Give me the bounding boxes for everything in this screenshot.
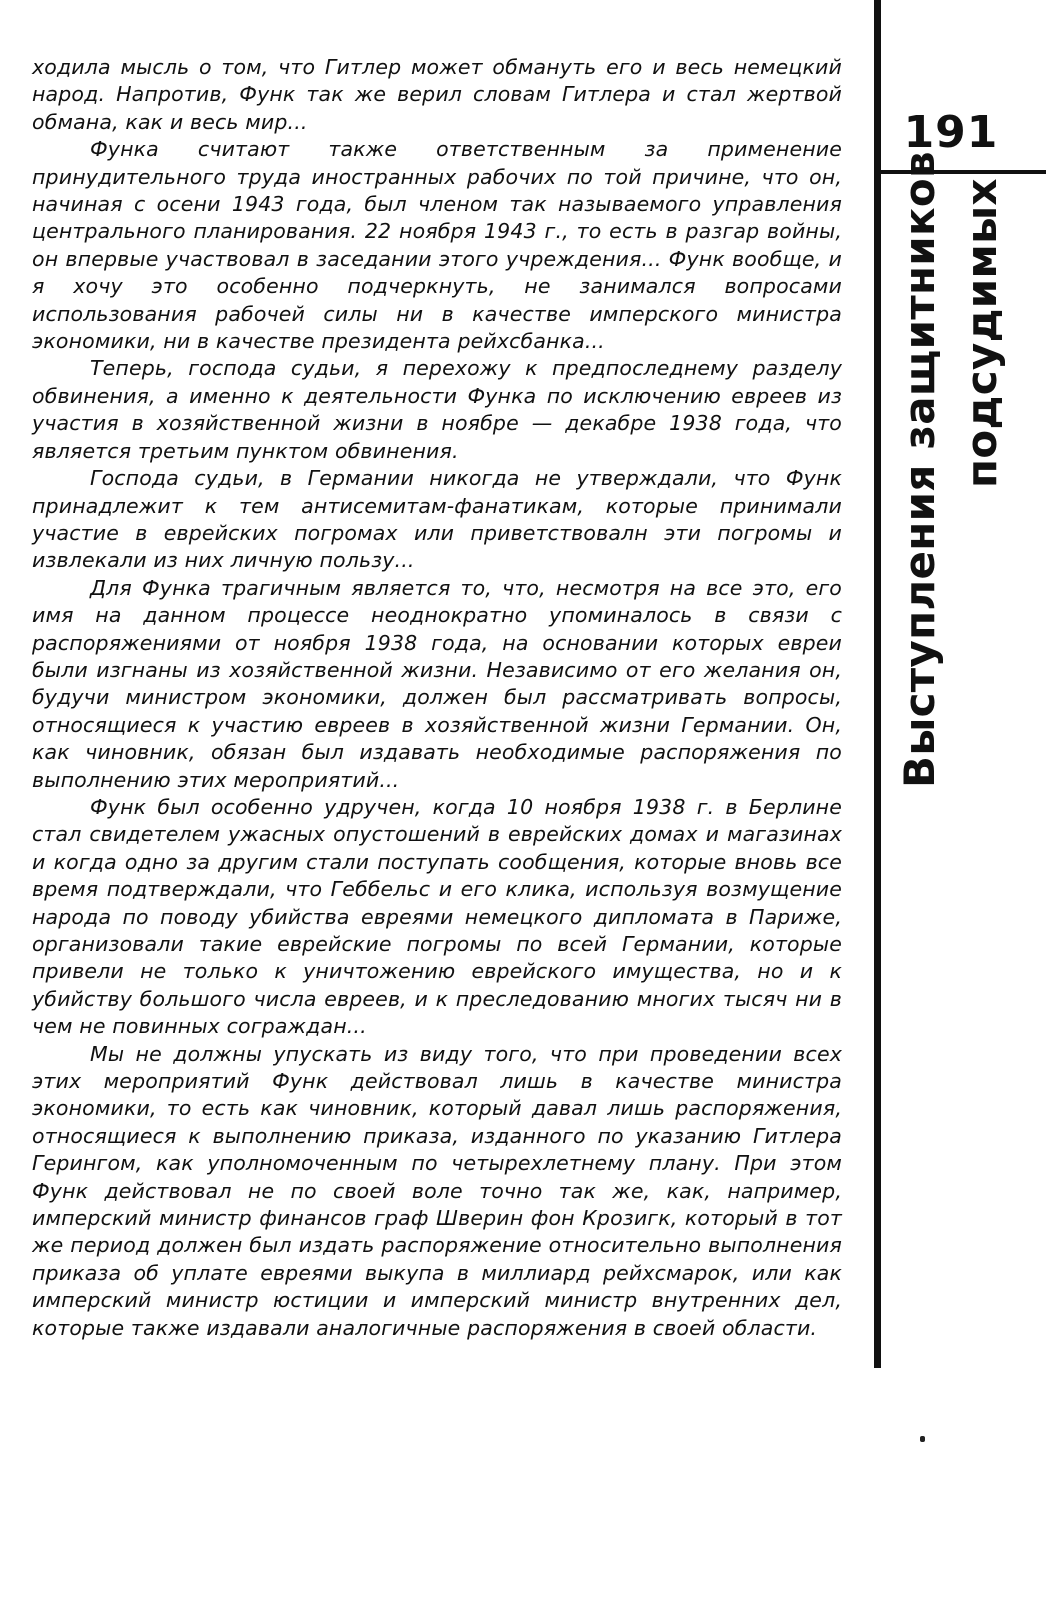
paragraph-5: Для Функа трагичным является то, что, несмотря на все это, его имя на данном процессе неоднократно упоминалось в связи с распоряжениями от ноября 1938 года, на основании которых евреи были изгнаны из хозяйственной жизни. Независимо от его желания он, будучи министром экономики, должен был рассматривать вопросы, относящиеся к участию евреев в хозяйственной жизни Германии. Он, как чиновник, обязан был издавать необходимые распоряжения по выполнению этих мероприятий... [32,575,842,792]
paragraph-3: Теперь, господа судьи, я перехожу к предпоследнему разделу обвинения, а именно к деятельности Функа по исключению евреев из участия в хозяйственной жизни в ноябре — декабре 1938 года, что является третьим пунктом обвинения. [32,356,842,463]
paragraph-1: ходила мысль о том, что Гитлер может обмануть его и весь немецкий народ. Напротив, Функ так же верил словам Гитлера и стал жертвой обмана, как и весь мир... [32,55,842,134]
paragraph-2: Функа считают также ответственным за применение принудительного труда иностранных рабочих по той причине, что он, начиная с осени 1943 года, был членом так называемого управления центрального планирования. 22 ноября 1943 г., то есть в разгар войны, он впервые участвовал в заседании этого учреждения... Функ вообще, и я хочу это особенно подчеркнуть, не занимался вопросами использования рабочей силы ни в качестве имперского министра экономики, ни в качестве президента рейхсбанка... [32,137,842,354]
paragraph-7: Мы не должны упускать из виду того, что при проведении всех этих мероприятий Функ действовал лишь в качестве министра экономики, то есть как чиновник, который давал лишь распоряжения, относящиеся к выполнению приказа, изданного по указанию Гитлера Герингом, как уполномоченным по четырехлетнему плану. При этом Функ действовал не по своей воле точно так же, как, например, имперский министр финансов граф Шверин фон Крозигк, который в тот же период должен был издать распоряжение относительно выполнения приказа об уплате евреями выкупа в миллиард рейхсмарок, или как имперский министр юстиции и имперский министр внутренних дел, которые также издавали аналогичные распоряжения в своей области. [32,1041,842,1340]
paragraph-4: Господа судьи, в Германии никогда не утверждали, что Функ принадлежит к тем антисемитам-фанатикам, которые принимали участие в еврейских погромах или приветствовалн эти погромы и извлекали из них личную пользу... [32,466,842,573]
paragraph-6: Функ был особенно удручен, когда 10 ноября 1938 г. в Берлине стал свидетелем ужасных опустошений в еврейских домах и магазинах и когда одно за другим стали поступать сообщения, которые вновь все время подтверждали, что Геббельс и его клика, используя возмущение народа по поводу убийства евреями немецкого дипломата в Париже, организовали такие еврейские погромы по всей Германии, которые привели не только к уничтожению еврейского имущества, но и к убийству большого числа евреев, и к преследованию многих тысяч ни в чем не повинных сограждан... [32,794,842,1039]
section-title-line-2: подсудимых [957,178,1006,488]
body-text [32,54,842,1342]
section-title-line-1: Выступления защитников [895,151,944,788]
ink-dot [920,1436,925,1442]
vertical-rule [874,0,881,1368]
page-number: 191 [903,107,999,158]
